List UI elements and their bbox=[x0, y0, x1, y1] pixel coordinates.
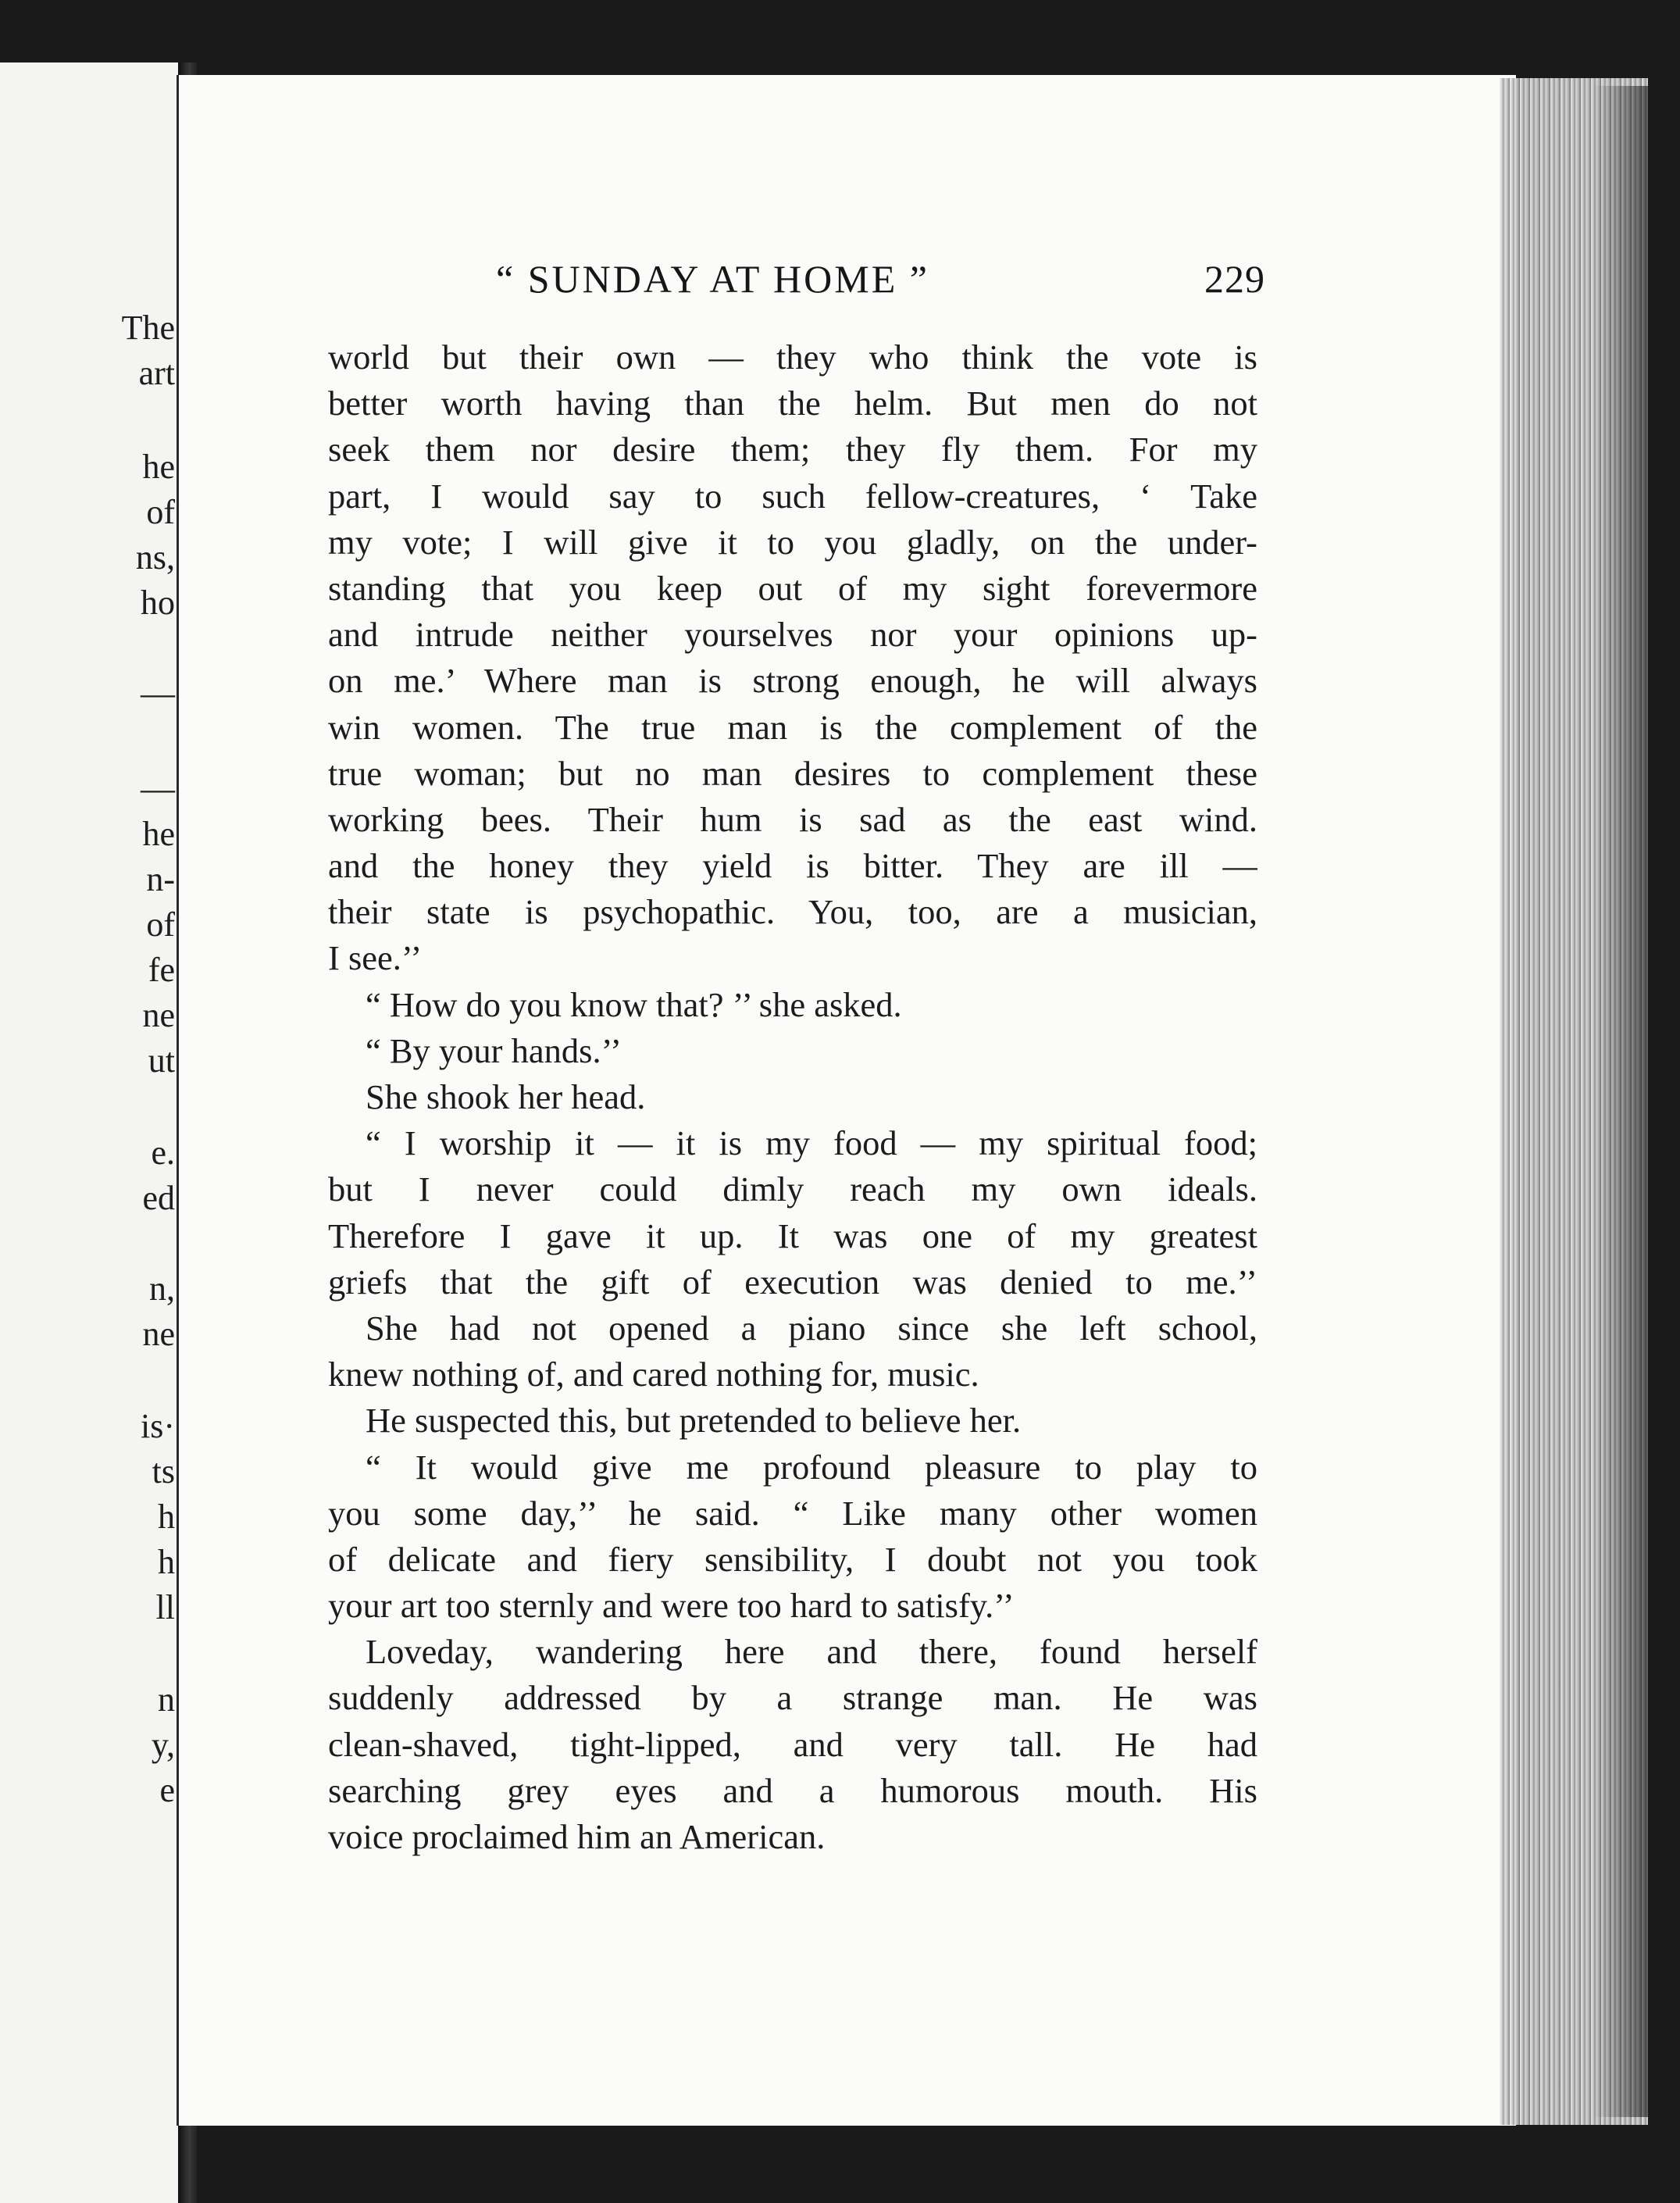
text-line: better worth having than the helm. But men do not bbox=[328, 384, 1257, 423]
left-page-fragment: of bbox=[146, 493, 175, 531]
left-page-fragment: y, bbox=[151, 1726, 175, 1764]
text-line: voice proclaimed him an American. bbox=[328, 1817, 826, 1856]
text-line: griefs that the gift of execution was denied to me.’’ bbox=[328, 1262, 1257, 1301]
left-page-fragment: The bbox=[121, 309, 175, 347]
text-line: my vote; I will give it to you gladly, on the under- bbox=[328, 522, 1257, 562]
text-line: but I never could dimly reach my own ideals. bbox=[328, 1169, 1257, 1209]
left-page-fragment: fe bbox=[148, 951, 175, 989]
left-page-fragment: n bbox=[158, 1680, 175, 1719]
text-line: and the honey they yield is bitter. They are ill — bbox=[328, 846, 1257, 886]
text-line: and intrude neither yourselves nor your opinions up- bbox=[328, 615, 1257, 655]
text-line: He suspected this, but pretended to believe her. bbox=[366, 1401, 1022, 1441]
left-page-fragment: is· bbox=[141, 1407, 175, 1445]
text-line: working bees. Their hum is sad as the east wind. bbox=[328, 799, 1257, 839]
text-line: “ I worship it — it is my food — my spiritual food; bbox=[366, 1123, 1257, 1163]
page-number: 229 bbox=[1204, 257, 1265, 301]
text-line: Therefore I gave it up. It was one of my greatest bbox=[328, 1216, 1257, 1255]
text-line: their state is psychopathic. You, too, are a musician, bbox=[328, 892, 1257, 932]
text-line: seek them nor desire them; they fly them. For my bbox=[328, 430, 1257, 470]
left-page-fragment: of bbox=[146, 905, 175, 944]
left-page-fragment: e bbox=[159, 1771, 175, 1809]
running-title: “ SUNDAY AT HOME ” bbox=[496, 257, 929, 301]
page-edges-shadow bbox=[1593, 86, 1648, 2117]
text-line: She had not opened a piano since she left school, bbox=[366, 1308, 1257, 1348]
text-line: on me.’ Where man is strong enough, he will always bbox=[328, 661, 1257, 701]
left-page-fragment: ll bbox=[155, 1588, 175, 1626]
text-line: I see.’’ bbox=[328, 938, 423, 978]
left-page-fragment: ed bbox=[142, 1179, 175, 1217]
text-line: searching grey eyes and a humorous mouth. His bbox=[328, 1770, 1257, 1810]
left-page-fragment: n- bbox=[146, 860, 175, 898]
text-line: Loveday, wandering here and there, found herself bbox=[366, 1632, 1257, 1672]
left-page-fragment: — bbox=[141, 674, 175, 712]
text-line: part, I would say to such fellow-creatures, ‘ Take bbox=[328, 476, 1257, 516]
left-page-fragment: ns, bbox=[135, 538, 175, 577]
text-line: your art too sternly and were too hard to satisfy.’’ bbox=[328, 1586, 1015, 1626]
left-page-fragment: h bbox=[158, 1543, 175, 1581]
text-line: standing that you keep out of my sight forevermore bbox=[328, 568, 1257, 608]
text-line: clean-shaved, tight-lipped, and very tall. He had bbox=[328, 1724, 1257, 1764]
text-line: you some day,’’ he said. “ Like many other women bbox=[328, 1493, 1257, 1533]
body-text bbox=[328, 334, 1257, 1860]
text-line: true woman; but no man desires to complement these bbox=[328, 753, 1257, 793]
left-page-fragment: he bbox=[142, 448, 175, 486]
left-page-fragment: he bbox=[142, 815, 175, 853]
left-page-fragment: ne bbox=[142, 996, 175, 1034]
text-line: of delicate and fiery sensibility, I doubt not you took bbox=[328, 1539, 1257, 1579]
running-header bbox=[496, 256, 1265, 308]
left-page-fragment: e. bbox=[151, 1134, 175, 1172]
left-page-fragment: ts bbox=[152, 1452, 175, 1491]
left-page-fragment: ne bbox=[142, 1315, 175, 1353]
left-facing-page bbox=[0, 62, 178, 2203]
left-page-fragment: n, bbox=[149, 1269, 175, 1308]
left-page-fragment: — bbox=[141, 769, 175, 808]
text-line: “ How do you know that? ’’ she asked. bbox=[366, 984, 902, 1024]
text-line: She shook her head. bbox=[366, 1077, 646, 1116]
left-page-fragment: ut bbox=[148, 1041, 175, 1080]
text-line: world but their own — they who think the vote is bbox=[328, 337, 1257, 377]
text-line: win women. The true man is the complement of the bbox=[328, 707, 1257, 747]
left-page-fragment: art bbox=[138, 354, 175, 392]
left-page-fragment: ho bbox=[141, 584, 175, 622]
text-line: knew nothing of, and cared nothing for, music. bbox=[328, 1355, 979, 1394]
left-page-fragment: h bbox=[158, 1498, 175, 1536]
text-line: suddenly addressed by a strange man. He was bbox=[328, 1678, 1257, 1718]
text-line: “ It would give me profound pleasure to play to bbox=[366, 1447, 1257, 1487]
text-line: “ By your hands.’’ bbox=[366, 1030, 622, 1070]
